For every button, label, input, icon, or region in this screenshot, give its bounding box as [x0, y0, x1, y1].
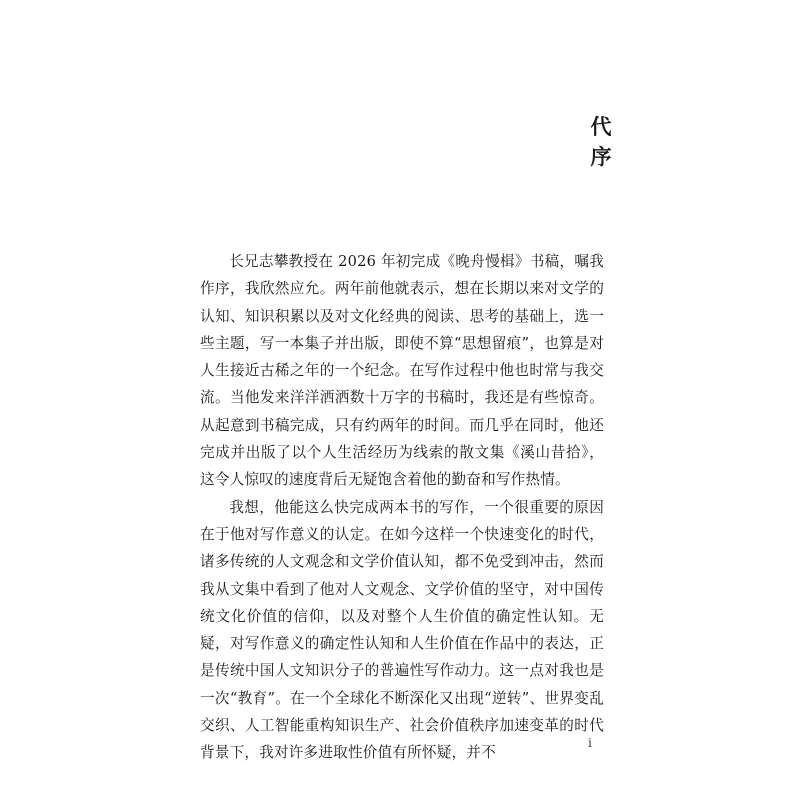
paragraph-1: 长兄志攀教授在 2026 年初完成《晚舟慢楫》书稿，嘱我作序，我欣然应允。两年前他就表示，想在长期以来对文学的认知、知识积累以及对文化经典的阅读、思考的基础上，选一些主题，写一本集子并出版，即使不算“思想留痕”，也算是对人生接近古稀之年的一个纪念。在写作过程中他也时常与我交流。当他发来洋洋洒洒数十万字的书稿时，我还是有些惊奇。从起意到书稿完成，只有约两年的时间。而几乎在同时，他还完成并出版了以个人生活经历为线索的散文集《溪山昔拾》，这令人惊叹的速度背后无疑饱含着他的勤奋和写作热情。	[200, 253, 604, 489]
body-text	[200, 248, 604, 767]
page-number: i	[588, 736, 592, 750]
title-char-1: 代	[590, 114, 612, 139]
chapter-title	[586, 112, 616, 172]
paragraph-2: 我想，他能这么快完成两本书的写作，一个很重要的原因在于他对写作意义的认定。在如今这样一个快速变化的时代，诸多传统的人文观念和文学价值认知，都不免受到冲击，然而我从文集中看到了他对人文观念、文学价值的坚守，对中国传统文化价值的信仰，以及对整个人生价值的确定性认知。无疑，对写作意义的确定性认知和人生价值在作品中的表达，正是传统中国人文知识分子的普遍性写作动力。这一点对我也是一次“教育”。在一个全球化不断深化又出现“逆转”、世界变乱交织、人工智能重构知识生产、社会价值秩序加速变革的时代背景下，我对许多进取性价值有所怀疑，并不	[200, 498, 604, 762]
title-char-2: 序	[590, 144, 612, 169]
